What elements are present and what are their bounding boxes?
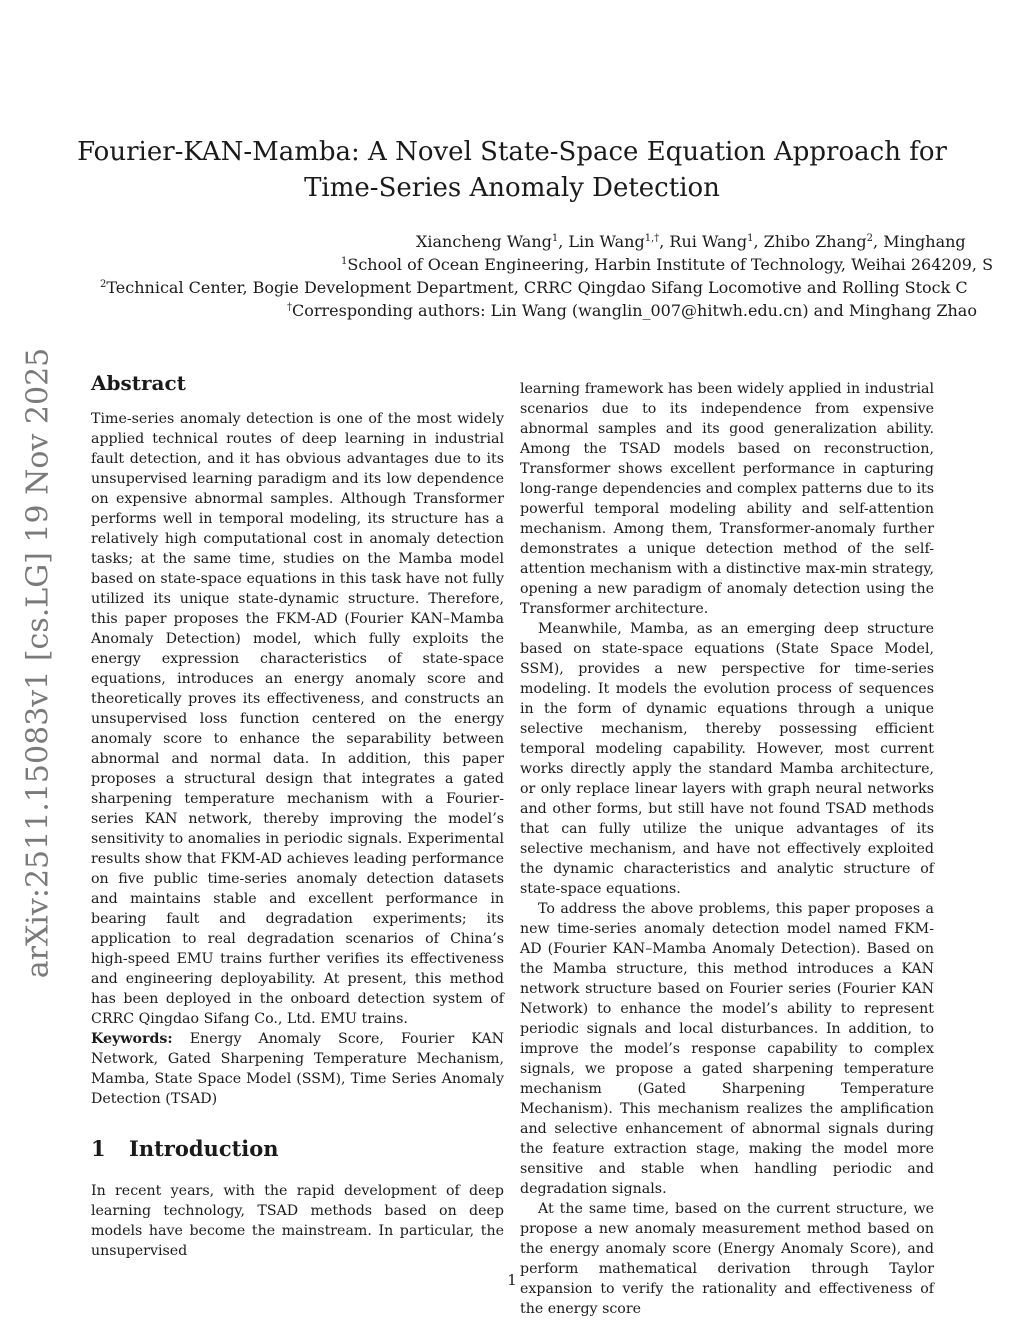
intro-paragraph: In recent years, with the rapid development of deep learning technology, TSAD methods based on deep models have become the mainstream. In particular, the unsupervised bbox=[91, 1183, 504, 1259]
abstract-heading: Abstract bbox=[91, 371, 186, 395]
page-number: 1 bbox=[507, 1271, 517, 1289]
intro-paragraph-continued: learning framework has been widely applied in industrial scenarios due to its independence from expensive abnormal samples and its good generalization ability. Among the TSAD models based on reconstruction, Transformer shows excellent performance in capturing long-range dependencies and complex patterns due to its powerful temporal modeling ability and self-attention mechanism. Among them, Transformer-anomaly further demonstrates a unique detection method of the self-attention mechanism with a distinctive max-min strategy, opening a new paradigm of anomaly detection using the Transformer architecture. bbox=[520, 381, 934, 617]
author-affil-mark: 2 bbox=[866, 233, 874, 244]
author-name: Xiancheng Wang bbox=[416, 232, 552, 251]
right-column bbox=[520, 379, 934, 1319]
affiliation-2: $^2$Technical Center, Bogie Development Department, CRRC Qingdao Sifang Locomotive and Rolling Stock C bbox=[100, 278, 968, 297]
arxiv-identifier bbox=[18, 347, 58, 979]
intro-paragraph-mamba: Meanwhile, Mamba, as an emerging deep structure based on state-space equations (State Space Model, SSM), provides a new perspective for time-series modeling. It models the evolution process of sequences in the form of dynamic equations through a unique selective mechanism, thereby possessing efficient temporal modeling capability. However, most current works directly apply the standard Mamba architecture, or only replace linear layers with graph neural networks and other forms, but still have not found TSAD methods that can fully utilize the unique advantages of its selective mechanism, and have not effectively exploited the dynamic characteristics and analytic structure of state-space equations. bbox=[520, 621, 934, 897]
corresponding-authors: †Corresponding authors: Lin Wang (wanglin_007@hitwh.edu.cn) and Minghang Zhao bbox=[287, 301, 977, 320]
author-block bbox=[0, 230, 1024, 322]
affiliation-1: $^1$School of Ocean Engineering, Harbin Institute of Technology, Weihai 264209, S bbox=[341, 255, 994, 274]
abstract-text: Time-series anomaly detection is one of the most widely applied technical routes of deep learning in industrial fault detection, and it has obvious advantages due to its unsupervised learning paradigm and its low dependence on expensive abnormal samples. Although Transformer performs well in temporal modeling, its structure has a relatively high computational cost in anomaly detection tasks; at the same time, studies on the Mamba model based on state-space equations in this task have not fully utilized its unique state-dynamic structure. Therefore, this paper proposes the FKM-AD (Fourier KAN–Mamba Anomaly Detection) model, which fully exploits the energy expression characteristics of state-space equations, introduces an energy anomaly score and theoretically proves its effectiveness, and constructs an unsupervised loss function centered on the energy anomaly score to enhance the separability between abnormal and normal data. In addition, this paper proposes a structural design that integrates a gated sharpening temperature mechanism with a Fourier-series KAN network, thereby improving the model’s sensitivity to anomalies in periodic signals. Experimental results show that FKM-AD achieves leading performance on five public time-series anomaly detection datasets and maintains stable and excellent performance in bearing fault and degradation experiments; its application to real degradation scenarios of China’s high-speed EMU trains further verifies its effectiveness and engineering deployability. At present, this method has been deployed in the onboard detection system of CRRC Qingdao Sifang Co., Ltd. EMU trains. bbox=[91, 411, 504, 1027]
author-affil-mark: 1 bbox=[747, 233, 754, 244]
keywords-label: Keywords: bbox=[91, 1031, 173, 1047]
keywords bbox=[91, 1029, 504, 1109]
intro-paragraph-energy: At the same time, based on the current structure, we propose a new anomaly measurement method based on the energy anomaly score (Energy Anomaly Score), and perform mathematical derivation through Taylor expansion to verify the rationality and effectiveness of the energy score bbox=[520, 1201, 934, 1317]
author-name: Minghang bbox=[883, 232, 966, 251]
section-number: 1 bbox=[91, 1136, 106, 1161]
keywords-text: Energy Anomaly Score, Fourier KAN Network, Gated Sharpening Temperature Mechanism, Mamba, State Space Model (SSM), Time Series Anomaly Detection (TSAD) bbox=[91, 1031, 504, 1107]
author-name: Rui Wang bbox=[669, 232, 748, 251]
author-affil-mark: 1,† bbox=[644, 233, 660, 244]
arxiv-id-text: arXiv:2511.15083v1 [cs.LG] 19 Nov 2025 bbox=[20, 347, 56, 979]
section-heading-introduction bbox=[91, 1136, 504, 1161]
author-name: Zhibo Zhang bbox=[763, 232, 867, 251]
left-column bbox=[91, 370, 504, 1261]
author-affil-mark: 1 bbox=[551, 233, 559, 244]
author-line: Xiancheng Wang$^1$, Lin Wang$^{1,\dagger}$, Rui Wang$^1$, Zhibo Zhang$^2$, Minghang bbox=[416, 232, 966, 251]
author-name: Lin Wang bbox=[568, 232, 645, 251]
intro-paragraph-proposal: To address the above problems, this paper proposes a new time-series anomaly detection model named FKM-AD (Fourier KAN–Mamba Anomaly Detection). Based on the Mamba structure, this method introduces a KAN network structure based on Fourier series (Fourier KAN Network) to enhance the model’s ability to represent periodic signals and local disturbances. In addition, to improve the model’s response capability to complex signals, we propose a gated sharpening temperature mechanism (Gated Sharpening Temperature Mechanism). This mechanism realizes the amplification and selective enhancement of abnormal signals during the feature extraction stage, making the model more sensitive and stable when handling periodic and degradation signals. bbox=[520, 901, 934, 1197]
section-title: Introduction bbox=[129, 1136, 279, 1161]
paper-title bbox=[0, 134, 1024, 206]
title-line-1: Fourier-KAN-Mamba: A Novel State-Space Equation Approach for bbox=[77, 137, 947, 167]
title-line-2: Time-Series Anomaly Detection bbox=[304, 173, 720, 203]
